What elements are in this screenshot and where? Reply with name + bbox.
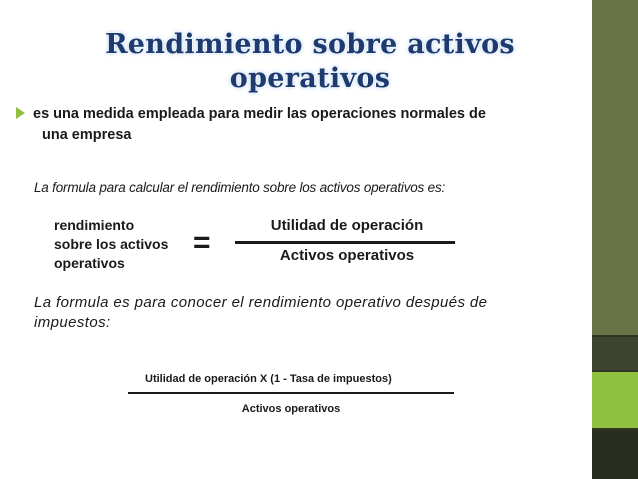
formula1-lhs: [54, 216, 168, 273]
formula2-fraction-bar: [128, 392, 454, 394]
decorative-stripe-green: [592, 372, 638, 428]
after-tax-text: [34, 293, 574, 333]
formula1-lhs-line1: rendimiento: [54, 217, 135, 233]
formula1-fraction-bar: [235, 241, 455, 244]
formula2-numerator: Utilidad de operación X (1 - Tasa de impuestos): [145, 373, 392, 385]
after-tax-line2: impuestos:: [34, 314, 111, 331]
bullet-line: [16, 104, 576, 125]
bullet-text-line2: una empresa: [42, 127, 132, 143]
formula1-lhs-line3: operativos: [54, 255, 125, 271]
arrow-bullet-icon: [16, 107, 25, 119]
decorative-stripe-separator: [592, 337, 638, 370]
after-tax-line1: La formula es para conocer el rendimiento operativo después de: [34, 294, 488, 311]
formula1-lhs-line2: sobre los activos: [54, 236, 169, 252]
formula2-denominator: Activos operativos: [241, 403, 341, 415]
slide-title: Rendimiento sobre activos operativos: [105, 29, 515, 94]
equals-sign: =: [193, 226, 211, 259]
bullet-item: [16, 104, 576, 146]
decorative-stripe-bottom: [592, 430, 638, 479]
formula1-numerator: Utilidad de operación: [270, 217, 424, 234]
bullet-text-line1: es una medida empleada para medir las operaciones normales de: [33, 106, 486, 122]
decorative-stripe-olive: [592, 0, 638, 335]
formula-intro-text: La formula para calcular el rendimiento sobre los activos operativos es:: [34, 180, 446, 195]
formula1-denominator: Activos operativos: [279, 247, 415, 264]
